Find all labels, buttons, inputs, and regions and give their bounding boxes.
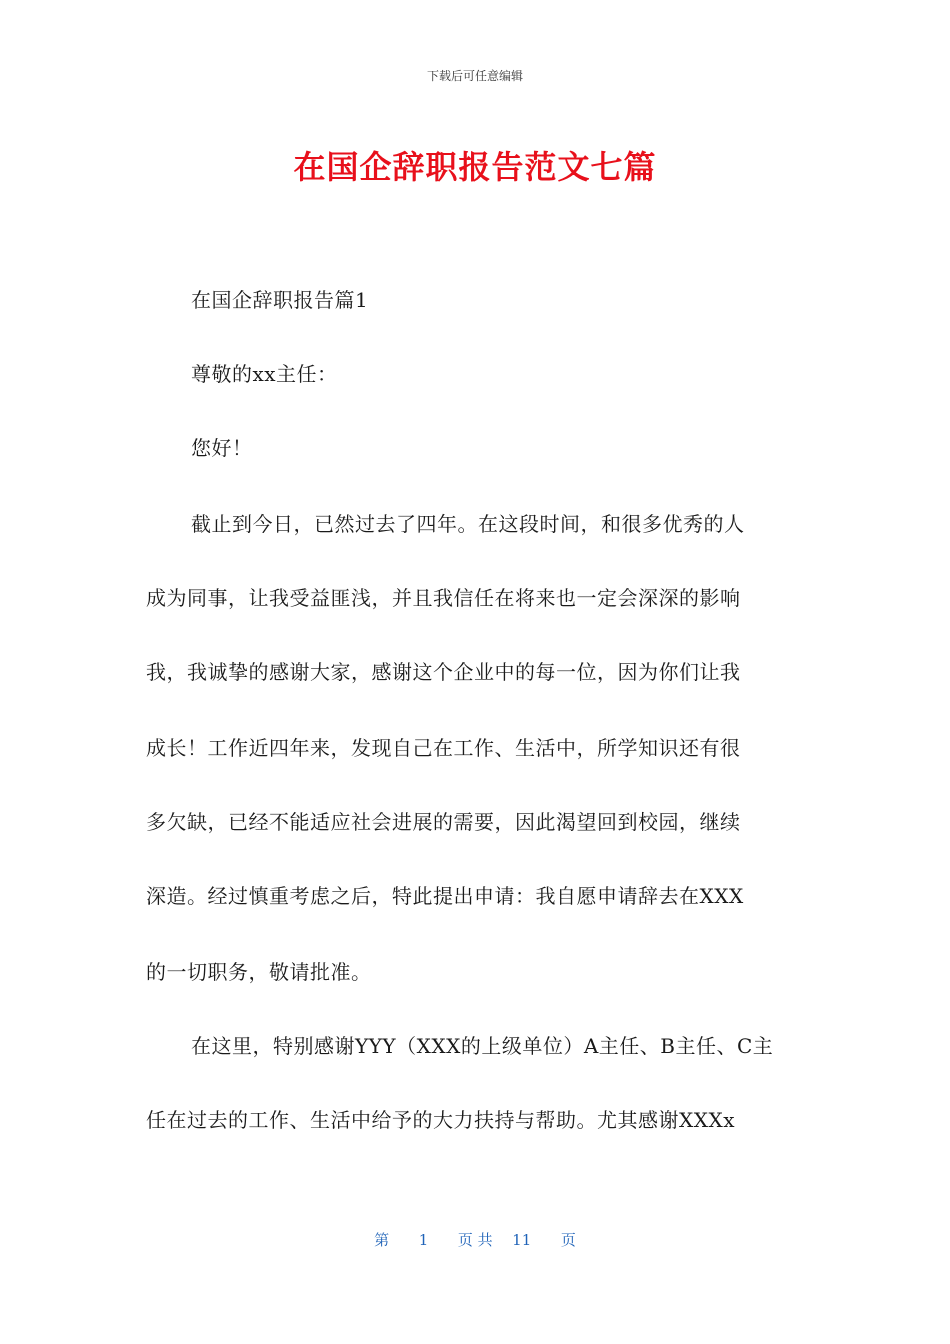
paragraph-line: 多欠缺，已经不能适应社会进展的需要，因此渴望回到校园，继续 — [146, 810, 741, 834]
header-note: 下载后可任意编辑 — [426, 69, 523, 83]
paragraph-line: 任在过去的工作、生活中给予的大力扶持与帮助。尤其感谢XXXx — [146, 1108, 735, 1132]
footer-ye-gong: 页 共 — [457, 1231, 493, 1249]
paragraph-line: 我，我诚挚的感谢大家，感谢这个企业中的每一位，因为你们让我 — [146, 660, 741, 684]
section-heading: 在国企辞职报告篇1 — [191, 288, 369, 312]
paragraph-line: 在这里，特别感谢YYY（XXX的上级单位）A主任、B主任、C主 — [191, 1034, 774, 1058]
greeting: 您好！ — [191, 436, 253, 460]
paragraph-line: 的一切职务，敬请批准。 — [146, 960, 372, 984]
document-title: 在国企辞职报告范文七篇 — [293, 148, 657, 186]
footer-ye: 页 — [560, 1231, 576, 1249]
page-footer — [0, 1229, 950, 1250]
paragraph-line: 成为同事，让我受益匪浅，并且我信任在将来也一定会深深的影响 — [146, 586, 741, 610]
footer-di: 第 — [374, 1231, 390, 1249]
paragraph-line: 成长！工作近四年来，发现自己在工作、生活中，所学知识还有很 — [146, 736, 741, 760]
footer-total-pages: 11 — [512, 1231, 532, 1249]
footer-page-number: 1 — [418, 1231, 429, 1249]
paragraph-line: 截止到今日，已然过去了四年。在这段时间，和很多优秀的人 — [191, 512, 745, 536]
paragraph-line: 深造。经过慎重考虑之后，特此提出申请：我自愿申请辞去在XXX — [146, 884, 744, 908]
salutation: 尊敬的xx主任： — [191, 362, 338, 386]
